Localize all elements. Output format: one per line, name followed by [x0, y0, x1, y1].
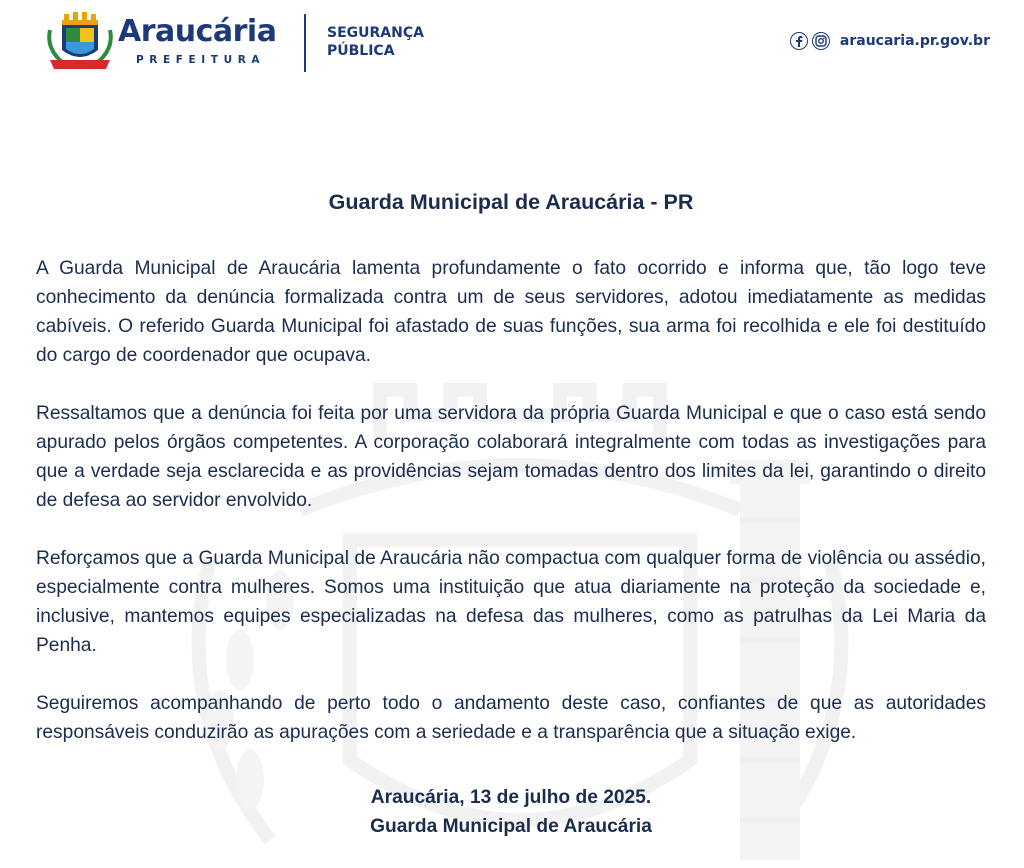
- brand-subtitle: PREFEITURA: [136, 54, 266, 66]
- facebook-icon[interactable]: [790, 32, 808, 50]
- social-links: [790, 32, 990, 50]
- brand-name: Araucária: [118, 14, 277, 49]
- header-divider: [304, 14, 306, 72]
- document-body: [36, 186, 986, 841]
- closing-signature: Guarda Municipal de Araucária: [370, 816, 652, 837]
- department-line-1: SEGURANÇA: [327, 25, 424, 41]
- paragraph-4: Seguiremos acompanhando de perto todo o andamento deste caso, confiantes de que as autoridades responsáveis conduzirão as apurações com a seriedade e a transparência que a situação exige.: [36, 693, 986, 743]
- closing-block: [36, 783, 986, 841]
- paragraph-2: Ressaltamos que a denúncia foi feita por uma servidora da própria Guarda Municipal e que o caso está sendo apurado pelos órgãos competentes. A corporação colaborará integralmente com todas as investigações para que a verdade seja esclarecida e as providências sejam tomadas dentro dos limites da lei, garantindo o direito de defesa ao servidor envolvido.: [36, 403, 986, 511]
- closing-date: Araucária, 13 de julho de 2025.: [370, 787, 652, 808]
- paragraph-1: A Guarda Municipal de Araucária lamenta profundamente o fato ocorrido e informa que, tão logo teve conhecimento da denúncia formalizada contra um de seus servidores, adotou imediatamente as medidas cabíveis. O referido Guarda Municipal foi afastado de suas funções, sua arma foi recolhida e ele foi destituído do cargo de coordenador que ocupava.: [36, 258, 986, 366]
- department-line-2: PÚBLICA: [327, 43, 395, 59]
- page-header: [0, 0, 1024, 90]
- department-name: [327, 24, 424, 60]
- document-title: Guarda Municipal de Araucária - PR: [328, 190, 694, 214]
- araucaria-crest-logo: [44, 12, 116, 72]
- paragraph-3: Reforçamos que a Guarda Municipal de Araucária não compactua com qualquer forma de violência ou assédio, especialmente contra mulheres. Somos uma instituição que atua diariamente na proteção da sociedade e, inclusive, mantemos equipes especializadas na defesa das mulheres, como as patrulhas da Lei Maria da Penha.: [36, 548, 986, 656]
- website-link[interactable]: araucaria.pr.gov.br: [839, 33, 990, 49]
- instagram-icon[interactable]: [812, 32, 830, 50]
